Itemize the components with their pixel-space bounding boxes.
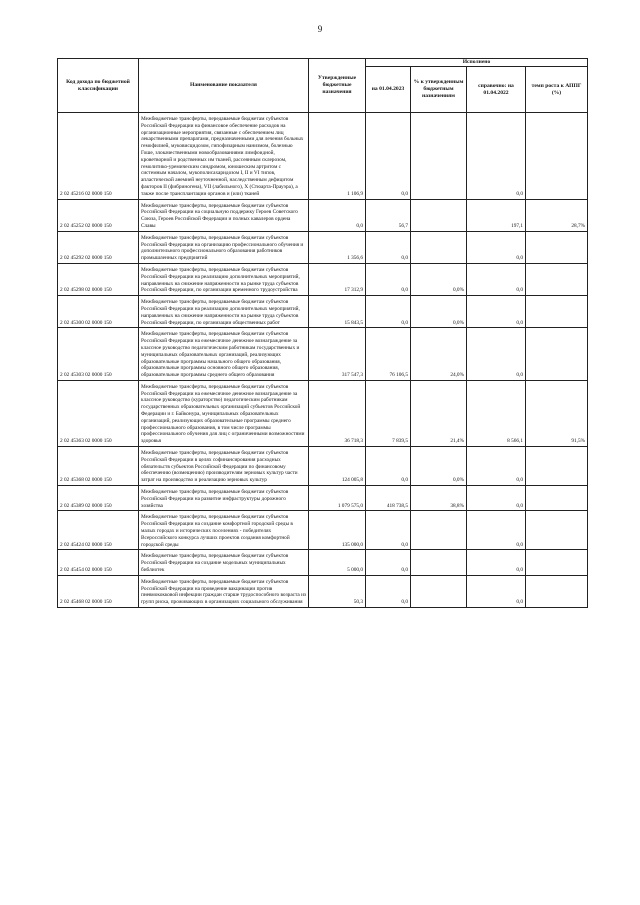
income-code-cell: 2 02 45216 02 0000 150 [58, 113, 139, 200]
income-code-cell: 2 02 45300 02 0000 150 [58, 296, 139, 328]
reference-cell: 197,1 [467, 199, 526, 231]
approved-cell: 1 356,6 [309, 231, 366, 263]
approved-cell: 15 843,5 [309, 296, 366, 328]
indicator-name-cell: Межбюджетные трансферты, передаваемые бюджетам субъектов Российской Федерации в целях софинансирования расходных обязательств субъектов Российской Федерации по финансовому обеспечению (возмещению) производителям зерновых культур части затрат на производство и реализацию зерновых культур [139, 447, 309, 486]
table-row [58, 263, 588, 295]
indicator-name-cell: Межбюджетные трансферты, передаваемые бюджетам субъектов Российской Федерации на организацию профессионального обучения и дополнительного профессионального образования работников промышленных предприятий [139, 231, 309, 263]
executed-cell: 0,0 [366, 550, 411, 575]
executed-cell: 0,0 [366, 296, 411, 328]
header-name: Наименование показателя [139, 59, 309, 113]
reference-cell: 0,0 [467, 328, 526, 381]
income-code-cell: 2 02 45368 02 0000 150 [58, 447, 139, 486]
reference-cell: 0,0 [467, 550, 526, 575]
table-row [58, 447, 588, 486]
growth-cell [526, 447, 588, 486]
budget-revenue-table [57, 58, 588, 608]
header-executed: Исполнено [366, 59, 588, 67]
executed-cell: 56,7 [366, 199, 411, 231]
percent-cell: 21,4% [411, 380, 467, 446]
growth-cell: 91,5% [526, 380, 588, 446]
reference-cell: 0,0 [467, 486, 526, 511]
growth-cell [526, 486, 588, 511]
growth-cell [526, 511, 588, 550]
percent-cell [411, 231, 467, 263]
reference-cell: 0,0 [467, 296, 526, 328]
table-row [58, 486, 588, 511]
approved-cell: 50,3 [309, 575, 366, 607]
indicator-name-cell: Межбюджетные трансферты, передаваемые бюджетам субъектов Российской Федерации на развитие инфраструктуры дорожного хозяйства [139, 486, 309, 511]
approved-cell: 17 312,9 [309, 263, 366, 295]
income-code-cell: 2 02 45292 02 0000 150 [58, 231, 139, 263]
approved-cell: 5 000,0 [309, 550, 366, 575]
indicator-name-cell: Межбюджетные трансферты, передаваемые бюджетам субъектов Российской Федерации на ежемесячное денежное вознаграждение за классное руководство (кураторство) педагогическим работникам государственных образовательных организаций субъектов Российской Федерации и г. Байконура, муниципальных образовательных организаций, реализующих образовательные программы среднего профессионального образования, в том числе программы профессионального обучения для лиц с ограниченными возможностями здоровья [139, 380, 309, 446]
approved-cell: 36 718,3 [309, 380, 366, 446]
income-code-cell: 2 02 45389 02 0000 150 [58, 486, 139, 511]
indicator-name-cell: Межбюджетные трансферты, передаваемые бюджетам субъектов Российской Федерации на создание комфортной городской среды в малых городах и исторических поселениях - победителях Всероссийского конкурса лучших проектов создания комфортной городской среды [139, 511, 309, 550]
executed-cell: 0,0 [366, 447, 411, 486]
percent-cell [411, 511, 467, 550]
header-approved: Утвержденные бюджетные назначения [309, 59, 366, 113]
header-percent: % к утвержденным бюджетным назначениям [411, 67, 467, 113]
reference-cell: 8 566,1 [467, 380, 526, 446]
income-code-cell: 2 02 45454 02 0000 150 [58, 550, 139, 575]
table-row [58, 199, 588, 231]
percent-cell [411, 550, 467, 575]
executed-cell: 0,0 [366, 575, 411, 607]
approved-cell: 1 079 575,0 [309, 486, 366, 511]
growth-cell [526, 113, 588, 200]
income-code-cell: 2 02 45363 02 0000 150 [58, 380, 139, 446]
reference-cell: 0,0 [467, 575, 526, 607]
percent-cell: 0,0% [411, 447, 467, 486]
reference-cell: 0,0 [467, 447, 526, 486]
table-body [58, 113, 588, 608]
growth-cell [526, 550, 588, 575]
income-code-cell: 2 02 45468 02 0000 150 [58, 575, 139, 607]
table-row [58, 511, 588, 550]
reference-cell: 0,0 [467, 511, 526, 550]
indicator-name-cell: Межбюджетные трансферты, передаваемые бюджетам субъектов Российской Федерации на социальную поддержку Героев Советского Союза, Героев Российской Федерации и полных кавалеров ордена Славы [139, 199, 309, 231]
percent-cell [411, 113, 467, 200]
percent-cell: 0,0% [411, 263, 467, 295]
approved-cell: 317 547,3 [309, 328, 366, 381]
header-growth: темп роста к АППГ (%) [526, 67, 588, 113]
executed-cell: 76 106,5 [366, 328, 411, 381]
table-row [58, 380, 588, 446]
executed-cell: 418 738,5 [366, 486, 411, 511]
reference-cell: 0,0 [467, 113, 526, 200]
percent-cell: 24,0% [411, 328, 467, 381]
indicator-name-cell: Межбюджетные трансферты, передаваемые бюджетам субъектов Российской Федерации на реализацию дополнительных мероприятий, направленных на снижение напряженности на рынке труда субъектов Российской Федерации, по организации временного трудоустройства [139, 263, 309, 295]
table-row [58, 575, 588, 607]
executed-cell: 0,0 [366, 263, 411, 295]
table-header [58, 59, 588, 113]
reference-cell: 0,0 [467, 231, 526, 263]
percent-cell: 0,0% [411, 296, 467, 328]
percent-cell [411, 199, 467, 231]
indicator-name-cell: Межбюджетные трансферты, передаваемые бюджетам субъектов Российской Федерации на ежемесячное денежное вознаграждение за классное руководство педагогическим работникам государственных и муниципальных образовательных организаций, реализующих образовательные программы начального общего образования, образовательные программы основного общего образования, образовательные программы среднего общего образования [139, 328, 309, 381]
page-number: 9 [317, 24, 323, 34]
table-row [58, 296, 588, 328]
header-code: Код дохода по бюджетной классификации [58, 59, 139, 113]
income-code-cell: 2 02 45298 02 0000 150 [58, 263, 139, 295]
indicator-name-cell: Межбюджетные трансферты, передаваемые бюджетам субъектов Российской Федерации на финансовое обеспечение расходов на организационные мероприятия, связанные с обеспечением лиц лекарственными препаратами, предназначенными для лечения больных гемофилией, муковисцидозом, гипофизарным нанизмом, болезнью Гоше, злокачественными новообразованиями лимфоидной, кроветворной и родственных им тканей, рассеянным склерозом, гемолитико-уремическим синдромом, юношеским артритом с системным началом, мукополисахаридозом I, II и VI типов, апластической анемией неуточненной, наследственным дефицитом факторов II (фибриногена), VII (лабильного), X (Стюарта-Прауэра), а также после трансплантации органов и (или) тканей [139, 113, 309, 200]
indicator-name-cell: Межбюджетные трансферты, передаваемые бюджетам субъектов Российской Федерации на создание модельных муниципальных библиотек [139, 550, 309, 575]
indicator-name-cell: Межбюджетные трансферты, передаваемые бюджетам субъектов Российской Федерации на проведение вакцинации против пневмококковой инфекции граждан старше трудоспособного возраста из групп риска, проживающих в организациях социального обслуживания [139, 575, 309, 607]
percent-cell [411, 575, 467, 607]
growth-cell [526, 263, 588, 295]
table-row [58, 231, 588, 263]
approved-cell: 135 000,0 [309, 511, 366, 550]
growth-cell [526, 296, 588, 328]
header-on-date: на 01.04.2023 [366, 67, 411, 113]
table-row [58, 113, 588, 200]
income-code-cell: 2 02 45303 02 0000 150 [58, 328, 139, 381]
approved-cell: 1 106,9 [309, 113, 366, 200]
executed-cell: 0,0 [366, 511, 411, 550]
header-reference: справочно: на 01.04.2022 [467, 67, 526, 113]
table-row [58, 328, 588, 381]
reference-cell: 0,0 [467, 263, 526, 295]
growth-cell [526, 231, 588, 263]
executed-cell: 0,0 [366, 231, 411, 263]
approved-cell: 124 005,8 [309, 447, 366, 486]
table-row [58, 550, 588, 575]
growth-cell [526, 328, 588, 381]
income-code-cell: 2 02 45424 02 0000 150 [58, 511, 139, 550]
growth-cell [526, 575, 588, 607]
executed-cell: 0,0 [366, 113, 411, 200]
income-code-cell: 2 02 45252 02 0000 150 [58, 199, 139, 231]
approved-cell: 0,0 [309, 199, 366, 231]
executed-cell: 7 839,5 [366, 380, 411, 446]
growth-cell: 28,7% [526, 199, 588, 231]
indicator-name-cell: Межбюджетные трансферты, передаваемые бюджетам субъектов Российской Федерации на реализацию дополнительных мероприятий, направленных на снижение напряженности на рынке труда субъектов Российской Федерации, по организации общественных работ [139, 296, 309, 328]
percent-cell: 38,8% [411, 486, 467, 511]
